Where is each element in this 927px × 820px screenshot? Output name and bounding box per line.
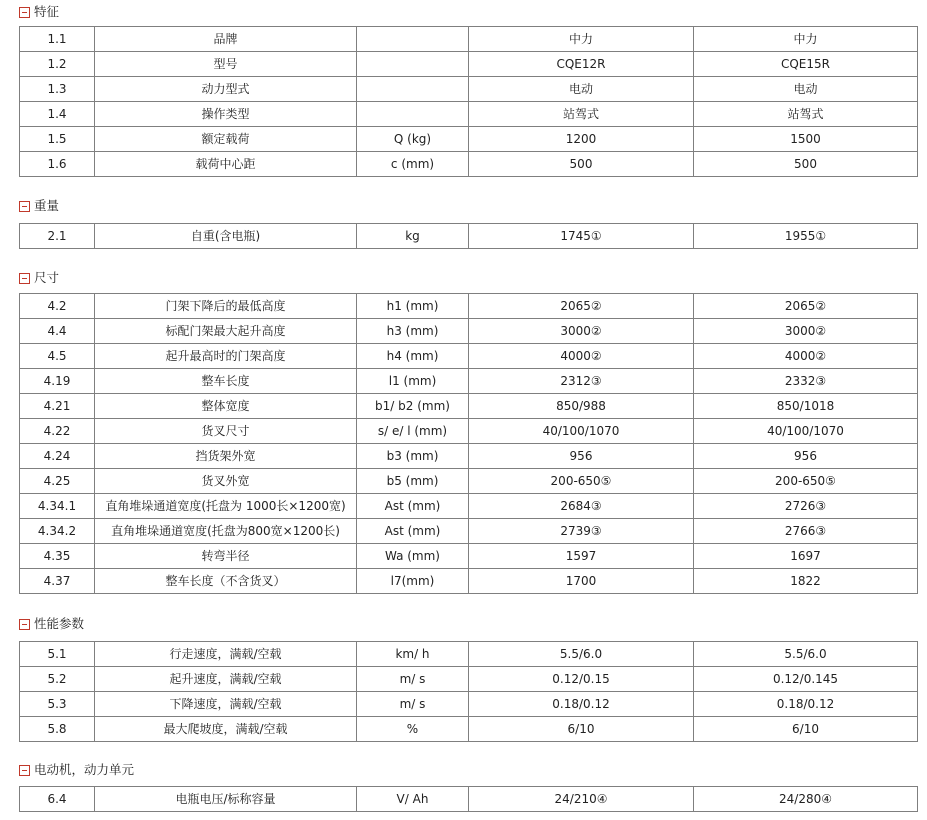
collapse-icon[interactable] [19,273,30,284]
item-name-cell: 额定载荷 [95,127,357,152]
table-row [20,27,918,52]
table-row [20,544,918,569]
item-name-cell: 整车长度（不含货叉） [95,569,357,594]
item-name-cell: 标配门架最大起升高度 [95,319,357,344]
item-name-cell: 型号 [95,52,357,77]
item-name-cell: 操作类型 [95,102,357,127]
table-row [20,52,918,77]
unit-cell: % [357,717,469,742]
model-2-value-cell: 2766③ [694,519,918,544]
unit-cell: l7(mm) [357,569,469,594]
table-row [20,319,918,344]
model-2-value-cell: 1697 [694,544,918,569]
unit-cell: h3 (mm) [357,319,469,344]
section-3 [0,615,927,736]
collapse-icon[interactable] [19,201,30,212]
item-number-cell: 1.3 [20,77,95,102]
item-name-cell: 品牌 [95,27,357,52]
model-1-value-cell: 0.12/0.15 [469,667,694,692]
item-name-cell: 起升最高时的门架高度 [95,344,357,369]
model-2-value-cell: 4000② [694,344,918,369]
collapse-icon[interactable] [19,765,30,776]
section-header[interactable] [0,269,927,293]
model-1-value-cell: 电动 [469,77,694,102]
table-row [20,394,918,419]
unit-cell: b1/ b2 (mm) [357,394,469,419]
unit-cell: c (mm) [357,152,469,177]
model-2-value-cell: 24/280④ [694,787,918,812]
item-name-cell: 货叉外宽 [95,469,357,494]
spec-table [19,26,918,177]
item-number-cell: 1.6 [20,152,95,177]
unit-cell: m/ s [357,692,469,717]
item-name-cell: 自重(含电瓶) [95,224,357,249]
table-row [20,642,918,667]
unit-cell [357,102,469,127]
item-name-cell: 整车长度 [95,369,357,394]
table-row [20,344,918,369]
section-header[interactable] [0,3,927,27]
model-2-value-cell: 1500 [694,127,918,152]
item-number-cell: 4.34.1 [20,494,95,519]
model-1-value-cell: 4000② [469,344,694,369]
item-name-cell: 直角堆垛通道宽度(托盘为800宽×1200长) [95,519,357,544]
unit-cell: kg [357,224,469,249]
model-2-value-cell: 电动 [694,77,918,102]
model-1-value-cell: CQE12R [469,52,694,77]
model-1-value-cell: 200-650⑤ [469,469,694,494]
unit-cell: Wa (mm) [357,544,469,569]
section-0 [0,3,927,171]
item-number-cell: 4.5 [20,344,95,369]
item-number-cell: 4.34.2 [20,519,95,544]
model-1-value-cell: 40/100/1070 [469,419,694,444]
item-number-cell: 1.2 [20,52,95,77]
item-name-cell: 直角堆垛通道宽度(托盘为 1000长×1200宽) [95,494,357,519]
model-1-value-cell: 2739③ [469,519,694,544]
model-2-value-cell: 500 [694,152,918,177]
model-2-value-cell: 2726③ [694,494,918,519]
collapse-icon[interactable] [19,7,30,18]
model-2-value-cell: 40/100/1070 [694,419,918,444]
model-2-value-cell: 2332③ [694,369,918,394]
item-name-cell: 门架下降后的最低高度 [95,294,357,319]
section-header[interactable] [0,761,927,785]
item-name-cell: 货叉尺寸 [95,419,357,444]
item-number-cell: 4.37 [20,569,95,594]
table-row [20,127,918,152]
model-2-value-cell: CQE15R [694,52,918,77]
model-1-value-cell: 24/210④ [469,787,694,812]
table-row [20,152,918,177]
item-number-cell: 5.2 [20,667,95,692]
unit-cell [357,52,469,77]
item-name-cell: 挡货架外宽 [95,444,357,469]
unit-cell: h4 (mm) [357,344,469,369]
model-1-value-cell: 2684③ [469,494,694,519]
model-2-value-cell: 中力 [694,27,918,52]
model-1-value-cell: 0.18/0.12 [469,692,694,717]
table-row [20,569,918,594]
model-2-value-cell: 200-650⑤ [694,469,918,494]
table-row [20,519,918,544]
spec-table [19,293,918,594]
item-number-cell: 1.5 [20,127,95,152]
unit-cell: Ast (mm) [357,519,469,544]
section-title: 电动机，动力单元 [34,762,135,777]
section-title: 特征 [34,4,60,19]
item-number-cell: 4.4 [20,319,95,344]
unit-cell: s/ e/ l (mm) [357,419,469,444]
item-number-cell: 4.24 [20,444,95,469]
table-row [20,419,918,444]
model-2-value-cell: 0.12/0.145 [694,667,918,692]
unit-cell: b5 (mm) [357,469,469,494]
model-1-value-cell: 3000② [469,319,694,344]
model-1-value-cell: 6/10 [469,717,694,742]
unit-cell: Q (kg) [357,127,469,152]
model-2-value-cell: 3000② [694,319,918,344]
model-1-value-cell: 1200 [469,127,694,152]
model-1-value-cell: 500 [469,152,694,177]
section-header[interactable] [0,197,927,221]
unit-cell: b3 (mm) [357,444,469,469]
collapse-icon[interactable] [19,619,30,630]
item-name-cell: 动力型式 [95,77,357,102]
section-title: 重量 [34,198,60,213]
model-1-value-cell: 站驾式 [469,102,694,127]
section-title: 尺寸 [34,270,60,285]
section-1 [0,197,927,243]
section-2 [0,269,927,588]
model-2-value-cell: 6/10 [694,717,918,742]
model-2-value-cell: 2065② [694,294,918,319]
table-row [20,77,918,102]
item-name-cell: 下降速度，满载/空载 [95,692,357,717]
section-4 [0,761,927,806]
model-1-value-cell: 5.5/6.0 [469,642,694,667]
item-name-cell: 转弯半径 [95,544,357,569]
section-title: 性能参数 [34,616,85,631]
model-1-value-cell: 1700 [469,569,694,594]
model-2-value-cell: 站驾式 [694,102,918,127]
table-row [20,692,918,717]
item-name-cell: 整体宽度 [95,394,357,419]
item-name-cell: 最大爬坡度，满载/空载 [95,717,357,742]
table-row [20,469,918,494]
item-number-cell: 4.25 [20,469,95,494]
item-number-cell: 5.3 [20,692,95,717]
unit-cell: h1 (mm) [357,294,469,319]
item-name-cell: 行走速度，满载/空载 [95,642,357,667]
spec-table [19,786,918,812]
item-number-cell: 4.19 [20,369,95,394]
item-number-cell: 5.1 [20,642,95,667]
section-header[interactable] [0,615,927,639]
model-1-value-cell: 中力 [469,27,694,52]
item-name-cell: 起升速度，满载/空载 [95,667,357,692]
model-1-value-cell: 956 [469,444,694,469]
table-row [20,102,918,127]
unit-cell: m/ s [357,667,469,692]
unit-cell: km/ h [357,642,469,667]
model-2-value-cell: 956 [694,444,918,469]
table-row [20,369,918,394]
item-name-cell: 载荷中心距 [95,152,357,177]
spec-table [19,223,918,249]
item-number-cell: 1.4 [20,102,95,127]
table-row [20,787,918,812]
table-row [20,494,918,519]
model-1-value-cell: 2065② [469,294,694,319]
model-2-value-cell: 5.5/6.0 [694,642,918,667]
unit-cell: l1 (mm) [357,369,469,394]
spec-table [19,641,918,742]
model-1-value-cell: 1745① [469,224,694,249]
model-1-value-cell: 2312③ [469,369,694,394]
item-number-cell: 4.22 [20,419,95,444]
model-2-value-cell: 1955① [694,224,918,249]
item-number-cell: 1.1 [20,27,95,52]
table-row [20,717,918,742]
item-number-cell: 6.4 [20,787,95,812]
unit-cell [357,27,469,52]
item-number-cell: 5.8 [20,717,95,742]
item-number-cell: 4.35 [20,544,95,569]
item-name-cell: 电瓶电压/标称容量 [95,787,357,812]
item-number-cell: 4.2 [20,294,95,319]
model-1-value-cell: 850/988 [469,394,694,419]
model-2-value-cell: 850/1018 [694,394,918,419]
unit-cell: Ast (mm) [357,494,469,519]
table-row [20,444,918,469]
item-number-cell: 2.1 [20,224,95,249]
item-number-cell: 4.21 [20,394,95,419]
table-row [20,667,918,692]
unit-cell: V/ Ah [357,787,469,812]
table-row [20,294,918,319]
table-row [20,224,918,249]
model-1-value-cell: 1597 [469,544,694,569]
model-2-value-cell: 0.18/0.12 [694,692,918,717]
unit-cell [357,77,469,102]
model-2-value-cell: 1822 [694,569,918,594]
